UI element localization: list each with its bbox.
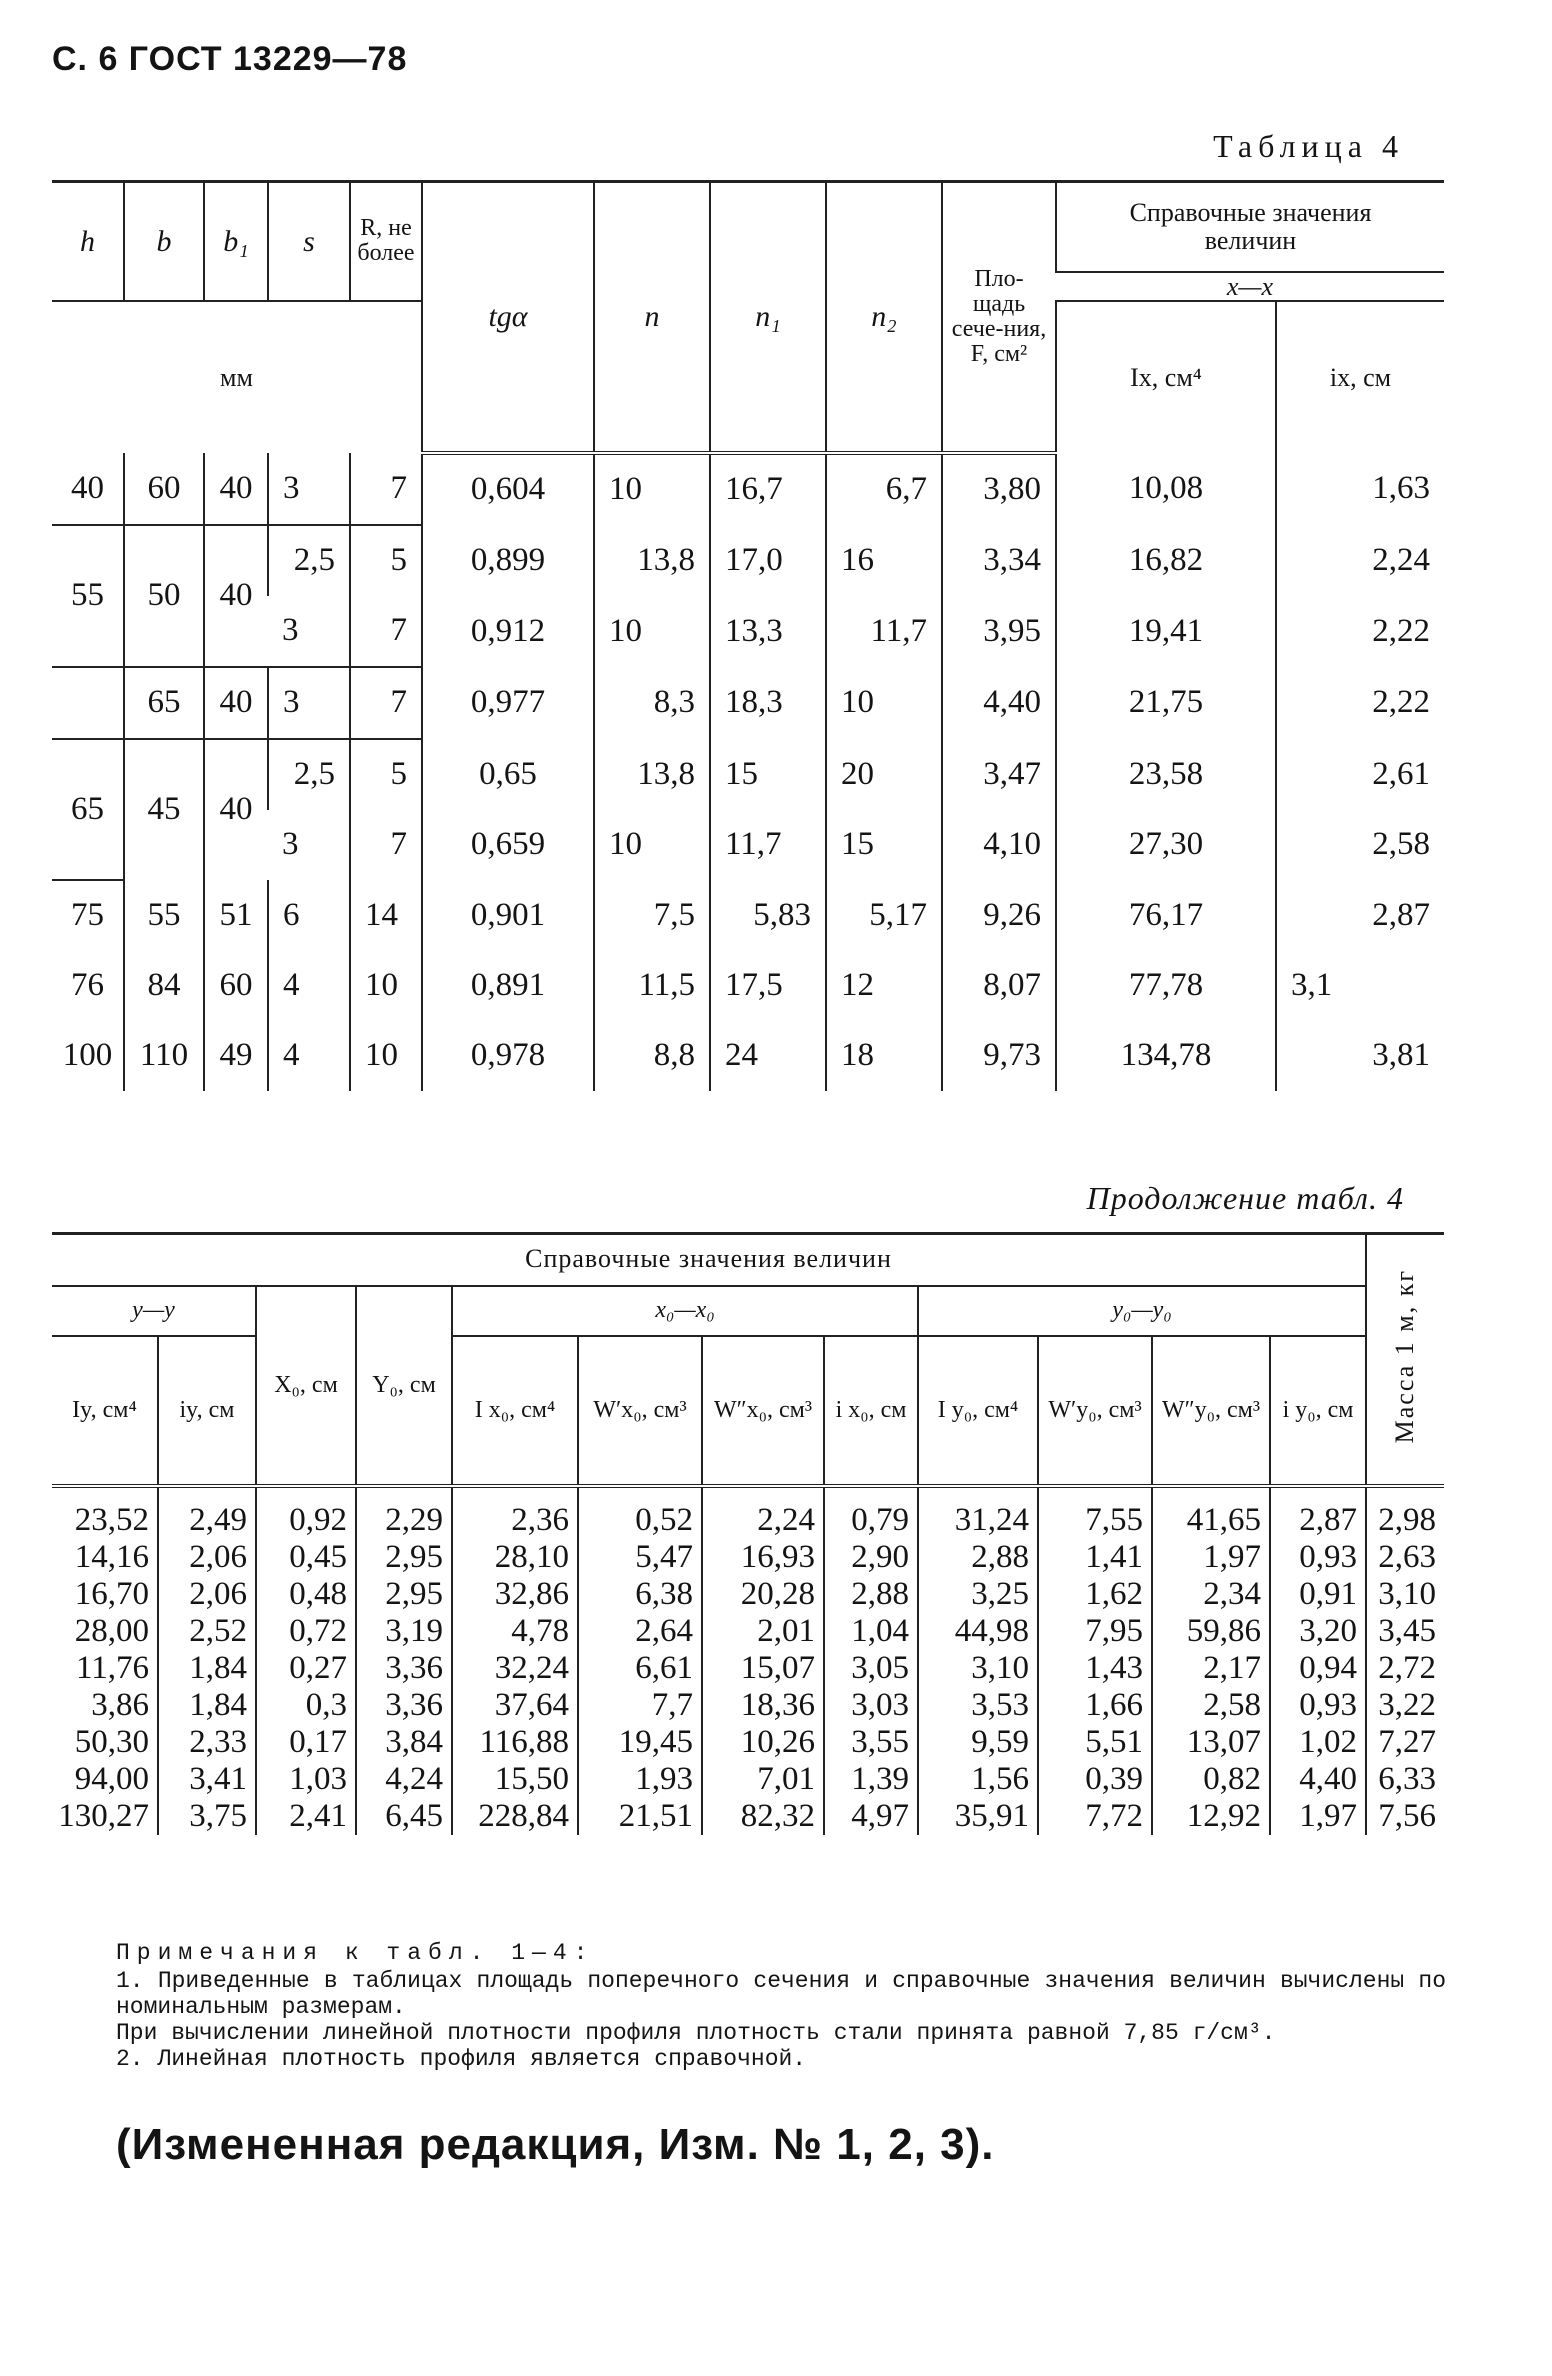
cell-iy-moment: 50,30	[74, 1723, 149, 1760]
cell-x0: 0,3	[256, 1687, 356, 1724]
cell-iy0-moment: 2,88	[918, 1539, 1038, 1576]
cell-ix-moment: 10,08	[1056, 453, 1276, 525]
cell-x0: 0,48	[256, 1576, 356, 1613]
cell-r: 7	[350, 596, 422, 667]
cell-b1: 60	[204, 951, 268, 1021]
cell-b: 65	[124, 667, 204, 739]
cell-iy0-radius: 0,93	[1270, 1687, 1366, 1724]
cell-y0: 3,36	[356, 1650, 452, 1687]
cell-r: 10	[350, 951, 422, 1021]
cell-y0: 3,19	[356, 1613, 452, 1650]
cell-ix-moment: 23,58	[1056, 739, 1276, 810]
header-reference-values: Справочные значения величин	[1056, 182, 1444, 272]
cell-ix0-moment: 32,24	[452, 1650, 578, 1687]
cell-ix0-moment: 37,64	[452, 1687, 578, 1724]
cell-s: 4	[268, 1021, 350, 1091]
cell-y0: 3,36	[356, 1687, 452, 1724]
cell-iy0-moment: 44,98	[918, 1613, 1038, 1650]
cell-n2: 15	[826, 810, 942, 880]
cell-s: 2,5	[268, 739, 350, 810]
cell-iy-moment: 3,86	[91, 1686, 149, 1723]
cell-w1y0: 7,55	[1038, 1486, 1152, 1539]
cell-r: 5	[350, 739, 422, 810]
cell-w1x0: 5,47	[578, 1539, 702, 1576]
cell-h: 65	[52, 739, 124, 880]
cell-area: 9,73	[942, 1021, 1056, 1091]
cell-s: 4	[268, 951, 350, 1021]
cell-b1: 40	[204, 739, 268, 880]
col-header-b: b	[124, 182, 204, 301]
cell-w1x0: 7,7	[578, 1687, 702, 1724]
cell-mass: 7,27	[1366, 1724, 1444, 1761]
cell-ix-moment: 134,78	[1056, 1021, 1276, 1091]
col-header-n1: n₁	[710, 182, 826, 453]
cell-area: 8,07	[942, 951, 1056, 1021]
cell-w2y0: 1,97	[1152, 1539, 1270, 1576]
cell-ix0-radius: 4,97	[824, 1798, 918, 1835]
table-row	[52, 880, 1444, 951]
cell-r: 14	[350, 880, 422, 951]
col-header-y0: Y₀, см	[356, 1286, 452, 1486]
cell-n1: 24	[710, 1021, 826, 1091]
cell-tga: 0,899	[422, 525, 594, 596]
cell-ix0-moment: 116,88	[452, 1724, 578, 1761]
cell-iy0-radius: 1,02	[1270, 1724, 1366, 1761]
cell-area: 4,40	[942, 667, 1056, 739]
table-row	[52, 1724, 1444, 1761]
col-header-ix0-moment: I x₀, см⁴	[452, 1336, 578, 1486]
table-4-caption: Таблица 4	[1213, 128, 1404, 164]
cell-b1: 40	[204, 453, 268, 525]
cell-w2y0: 13,07	[1152, 1724, 1270, 1761]
cell-ix-radius: 2,58	[1276, 810, 1444, 880]
cell-tga: 0,901	[422, 880, 594, 951]
cell-iy0-moment: 3,53	[918, 1687, 1038, 1724]
cell-w1y0: 0,39	[1038, 1761, 1152, 1798]
table-4-continued	[52, 1232, 1444, 1835]
table-row	[52, 1021, 1444, 1091]
cell-h: 40	[52, 453, 124, 525]
col-header-iy-radius: iy, см	[158, 1336, 256, 1486]
cell-ix-moment: 19,41	[1056, 596, 1276, 667]
cell-iy0-moment: 31,24	[918, 1486, 1038, 1539]
cell-iy0-radius: 3,20	[1270, 1613, 1366, 1650]
col-header-x0: X₀, см	[256, 1286, 356, 1486]
cell-w2x0: 16,93	[702, 1539, 824, 1576]
cell-n: 10	[594, 596, 710, 667]
cell-w2x0: 20,28	[702, 1576, 824, 1613]
table-row	[52, 667, 1444, 739]
cell-x0: 0,27	[256, 1650, 356, 1687]
cell-iy-radius: 1,84	[158, 1650, 256, 1687]
cell-x0: 1,03	[256, 1761, 356, 1798]
cell-h: 76	[71, 967, 104, 1004]
header-axis-y0y0: y₀—y₀	[918, 1286, 1366, 1336]
cell-mass: 7,56	[1366, 1798, 1444, 1835]
cell-s: 3	[268, 453, 350, 525]
cell-n: 8,8	[594, 1021, 710, 1091]
col-header-w2x0: W″x₀, см³	[702, 1336, 824, 1486]
cell-b1: 40	[204, 667, 268, 739]
cell-iy-radius: 2,06	[158, 1539, 256, 1576]
table-row	[52, 1486, 1444, 1539]
cell-w2x0: 82,32	[702, 1798, 824, 1835]
page-header: С. 6 ГОСТ 13229—78	[52, 40, 408, 78]
cell-n: 8,3	[594, 667, 710, 739]
cell-y0: 6,45	[356, 1798, 452, 1835]
table-row	[52, 1798, 1444, 1835]
cell-ix0-moment: 28,10	[452, 1539, 578, 1576]
cell-y0: 2,95	[356, 1576, 452, 1613]
header-axis-x0x0: x₀—x₀	[452, 1286, 918, 1336]
cell-w2y0: 12,92	[1152, 1798, 1270, 1835]
cell-mass: 2,98	[1366, 1486, 1444, 1539]
cell-ix0-radius: 0,79	[824, 1486, 918, 1539]
cell-n: 13,8	[594, 525, 710, 596]
cell-n2: 11,7	[826, 596, 942, 667]
table-row	[52, 525, 1444, 596]
col-header-w2y0: W″y₀, см³	[1152, 1336, 1270, 1486]
cell-n2: 18	[826, 1021, 942, 1091]
cell-w1y0: 1,41	[1038, 1539, 1152, 1576]
cell-mass: 3,10	[1366, 1576, 1444, 1613]
cell-tga: 0,604	[422, 453, 594, 525]
cell-iy0-radius: 0,93	[1270, 1539, 1366, 1576]
cell-ix-radius: 2,24	[1276, 525, 1444, 596]
cell-n2: 5,17	[826, 880, 942, 951]
cell-iy0-radius: 0,91	[1270, 1576, 1366, 1613]
cell-iy-moment: 14,16	[74, 1538, 149, 1575]
cell-ix-radius: 3,1	[1276, 951, 1444, 1021]
cell-n1: 13,3	[710, 596, 826, 667]
cell-iy0-moment: 3,10	[918, 1650, 1038, 1687]
cell-tga: 0,977	[422, 667, 594, 739]
cell-n: 7,5	[594, 880, 710, 951]
cell-h: 55	[52, 525, 124, 667]
cell-iy0-radius: 1,97	[1270, 1798, 1366, 1835]
cell-ix0-radius: 3,03	[824, 1687, 918, 1724]
notes-heading: Примечания к табл. 1—4:	[116, 1940, 595, 1966]
cell-iy-moment: 23,52	[74, 1501, 149, 1538]
col-header-n: n	[594, 182, 710, 453]
col-header-ix0-radius: i x₀, см	[824, 1336, 918, 1486]
table-row	[52, 739, 1444, 810]
cell-iy-radius: 3,75	[158, 1798, 256, 1835]
cell-n1: 11,7	[710, 810, 826, 880]
note-2: 2. Линейная плотность профиля является справочной.	[116, 2046, 807, 2072]
cell-s: 3	[268, 596, 350, 667]
cell-mass: 3,45	[1366, 1613, 1444, 1650]
cell-h: 100	[62, 1037, 113, 1074]
cell-n: 10	[594, 453, 710, 525]
cell-n1: 17,5	[710, 951, 826, 1021]
cell-w2y0: 0,82	[1152, 1761, 1270, 1798]
cell-w2y0: 2,17	[1152, 1650, 1270, 1687]
cell-ix-radius: 1,63	[1276, 453, 1444, 525]
cell-area: 3,47	[942, 739, 1056, 810]
cell-iy-radius: 2,52	[158, 1613, 256, 1650]
cell-tga: 0,978	[422, 1021, 594, 1091]
cell-w2x0: 2,01	[702, 1613, 824, 1650]
cell-ix0-radius: 2,90	[824, 1539, 918, 1576]
cell-b: 45	[124, 739, 204, 880]
cell-h: 75	[71, 897, 104, 934]
cell-area: 4,10	[942, 810, 1056, 880]
cell-w2y0: 41,65	[1152, 1486, 1270, 1539]
cell-y0: 2,95	[356, 1539, 452, 1576]
cell-iy0-radius: 4,40	[1270, 1761, 1366, 1798]
cell-area: 3,34	[942, 525, 1056, 596]
table-row	[52, 951, 1444, 1021]
cell-n1: 18,3	[710, 667, 826, 739]
cell-ix0-moment: 2,36	[452, 1486, 578, 1539]
col-header-iy0-radius: i y₀, см	[1270, 1336, 1366, 1486]
cell-iy0-moment: 9,59	[918, 1724, 1038, 1761]
table-row	[52, 1650, 1444, 1687]
cell-r: 10	[350, 1021, 422, 1091]
cell-n2: 16	[826, 525, 942, 596]
cell-w1y0: 1,66	[1038, 1687, 1152, 1724]
note-1: 1. Приведенные в таблицах площадь поперечного сечения и справочные значения величин вычислены по номинальным размерам.	[116, 1968, 1446, 2020]
table-4	[52, 180, 1444, 1091]
header-axis-yy: y—y	[52, 1286, 256, 1336]
table-row	[52, 1576, 1444, 1613]
cell-iy-moment: 16,70	[74, 1575, 149, 1612]
cell-tga: 0,65	[422, 739, 594, 810]
cell-iy0-radius: 2,87	[1270, 1486, 1366, 1539]
cell-w2x0: 18,36	[702, 1687, 824, 1724]
col-header-s: s	[268, 182, 350, 301]
cell-w1x0: 19,45	[578, 1724, 702, 1761]
table-row	[52, 1539, 1444, 1576]
cell-r: 7	[350, 810, 422, 880]
table-4-continued-body	[52, 1486, 1444, 1835]
cell-r: 7	[350, 453, 422, 525]
col-header-n2: n₂	[826, 182, 942, 453]
cell-ix-moment: 27,30	[1056, 810, 1276, 880]
cell-w2y0: 59,86	[1152, 1613, 1270, 1650]
cell-area: 9,26	[942, 880, 1056, 951]
cell-iy-moment: 11,76	[75, 1649, 149, 1686]
cell-ix-radius: 2,22	[1276, 667, 1444, 739]
cell-ix0-radius: 1,39	[824, 1761, 918, 1798]
cell-ix0-moment: 32,86	[452, 1576, 578, 1613]
cell-iy-radius: 3,41	[158, 1761, 256, 1798]
cell-iy-radius: 2,06	[158, 1576, 256, 1613]
cell-b1: 40	[204, 525, 268, 667]
header-axis-xx: x—x	[1056, 272, 1444, 301]
col-header-w1y0: W′y₀, см³	[1038, 1336, 1152, 1486]
col-header-b1: b₁	[204, 182, 268, 301]
col-header-w1x0: W′x₀, см³	[578, 1336, 702, 1486]
cell-ix-moment: 76,17	[1056, 880, 1276, 951]
cell-w1x0: 6,61	[578, 1650, 702, 1687]
cell-ix0-radius: 2,88	[824, 1576, 918, 1613]
cell-ix-radius: 2,87	[1276, 880, 1444, 951]
cell-b: 84	[124, 951, 204, 1021]
cell-ix0-radius: 1,04	[824, 1613, 918, 1650]
cell-iy-moment: 94,00	[74, 1760, 149, 1797]
col-header-h: h	[52, 182, 124, 301]
amendment-note: (Измененная редакция, Изм. № 1, 2, 3).	[116, 2120, 995, 2169]
cell-iy-radius: 2,49	[158, 1486, 256, 1539]
cell-n1: 16,7	[710, 453, 826, 525]
cell-ix-radius: 3,81	[1276, 1021, 1444, 1091]
cell-iy-radius: 1,84	[158, 1687, 256, 1724]
cell-x0: 0,92	[256, 1486, 356, 1539]
cell-b: 50	[124, 525, 204, 667]
cell-iy0-moment: 3,25	[918, 1576, 1038, 1613]
cell-n: 11,5	[594, 951, 710, 1021]
cell-w1y0: 7,95	[1038, 1613, 1152, 1650]
cell-n2: 12	[826, 951, 942, 1021]
cell-w2x0: 15,07	[702, 1650, 824, 1687]
cell-w1x0: 1,93	[578, 1761, 702, 1798]
cell-ix0-moment: 228,84	[452, 1798, 578, 1835]
table-row	[52, 1613, 1444, 1650]
cell-tga: 0,891	[422, 951, 594, 1021]
cell-iy-moment: 28,00	[74, 1612, 149, 1649]
cell-y0: 3,84	[356, 1724, 452, 1761]
cell-iy-radius: 2,33	[158, 1724, 256, 1761]
cell-w1x0: 2,64	[578, 1613, 702, 1650]
col-header-iy-moment: Iy, см⁴	[52, 1336, 158, 1486]
cell-w1x0: 0,52	[578, 1486, 702, 1539]
cell-r: 5	[350, 525, 422, 596]
cell-n1: 15	[710, 739, 826, 810]
cell-w1x0: 21,51	[578, 1798, 702, 1835]
table-row	[52, 453, 1444, 525]
col-header-tga: tgα	[422, 182, 594, 453]
col-header-iy0-moment: I y₀, см⁴	[918, 1336, 1038, 1486]
cell-ix0-moment: 15,50	[452, 1761, 578, 1798]
cell-area: 3,80	[942, 453, 1056, 525]
cell-area: 3,95	[942, 596, 1056, 667]
cell-b1: 51	[204, 880, 268, 951]
cell-w1y0: 1,43	[1038, 1650, 1152, 1687]
cell-s: 3	[268, 667, 350, 739]
cell-b: 55	[124, 880, 204, 951]
cell-n: 10	[594, 810, 710, 880]
cell-n2: 20	[826, 739, 942, 810]
cell-iy0-moment: 1,56	[918, 1761, 1038, 1798]
col-header-area: Пло-щадь сече-ния, F, см²	[942, 182, 1056, 453]
cell-mass: 2,63	[1366, 1539, 1444, 1576]
cell-w2x0: 2,24	[702, 1486, 824, 1539]
col-header-ix-moment: Ix, см⁴	[1056, 301, 1276, 453]
cell-s: 6	[268, 880, 350, 951]
cell-w1y0: 7,72	[1038, 1798, 1152, 1835]
cell-ix0-moment: 4,78	[452, 1613, 578, 1650]
cell-tga: 0,912	[422, 596, 594, 667]
table-4-continued-caption: Продолжение табл. 4	[1086, 1180, 1404, 1216]
header-reference-values: Справочные значения величин	[52, 1234, 1366, 1286]
cell-n1: 17,0	[710, 525, 826, 596]
cell-iy-moment: 130,27	[58, 1797, 149, 1834]
cell-n1: 5,83	[710, 880, 826, 951]
cell-x0: 0,72	[256, 1613, 356, 1650]
cell-ix-radius: 2,61	[1276, 739, 1444, 810]
cell-b: 110	[124, 1021, 204, 1091]
cell-ix-moment: 21,75	[1056, 667, 1276, 739]
col-header-r: R, не более	[350, 182, 422, 301]
col-header-mass	[1366, 1234, 1444, 1486]
mass-label: Масса 1 м, кг	[1390, 1268, 1420, 1444]
cell-w2y0: 2,34	[1152, 1576, 1270, 1613]
cell-ix0-radius: 3,05	[824, 1650, 918, 1687]
cell-n: 13,8	[594, 739, 710, 810]
cell-y0: 4,24	[356, 1761, 452, 1798]
cell-y0: 2,29	[356, 1486, 452, 1539]
note-1-density: При вычислении линейной плотности профиля плотность стали принята равной 7,85 г/см³.	[116, 2020, 1276, 2046]
col-header-ix-radius: ix, см	[1276, 301, 1444, 453]
cell-x0: 0,45	[256, 1539, 356, 1576]
cell-s: 3	[282, 826, 299, 863]
cell-w2x0: 7,01	[702, 1761, 824, 1798]
cell-ix-moment: 77,78	[1056, 951, 1276, 1021]
cell-w1x0: 6,38	[578, 1576, 702, 1613]
cell-tga: 0,659	[422, 810, 594, 880]
cell-iy0-radius: 0,94	[1270, 1650, 1366, 1687]
cell-b: 60	[124, 453, 204, 525]
cell-n2: 6,7	[826, 453, 942, 525]
cell-ix-moment: 16,82	[1056, 525, 1276, 596]
cell-mass: 3,22	[1366, 1687, 1444, 1724]
cell-w2y0: 2,58	[1152, 1687, 1270, 1724]
cell-x0: 0,17	[256, 1724, 356, 1761]
notes	[116, 1940, 1446, 2072]
cell-iy0-moment: 35,91	[918, 1798, 1038, 1835]
cell-b1: 49	[204, 1021, 268, 1091]
table-row	[52, 1687, 1444, 1724]
table-row	[52, 1761, 1444, 1798]
cell-h	[52, 667, 124, 739]
cell-n2: 10	[826, 667, 942, 739]
cell-mass: 6,33	[1366, 1761, 1444, 1798]
cell-s: 2,5	[268, 525, 350, 596]
cell-mass: 2,72	[1366, 1650, 1444, 1687]
cell-w2x0: 10,26	[702, 1724, 824, 1761]
cell-x0: 2,41	[256, 1798, 356, 1835]
cell-w1y0: 5,51	[1038, 1724, 1152, 1761]
cell-r: 7	[350, 667, 422, 739]
cell-ix0-radius: 3,55	[824, 1724, 918, 1761]
header-units-mm: мм	[52, 301, 422, 453]
cell-w1y0: 1,62	[1038, 1576, 1152, 1613]
cell-ix-radius: 2,22	[1276, 596, 1444, 667]
